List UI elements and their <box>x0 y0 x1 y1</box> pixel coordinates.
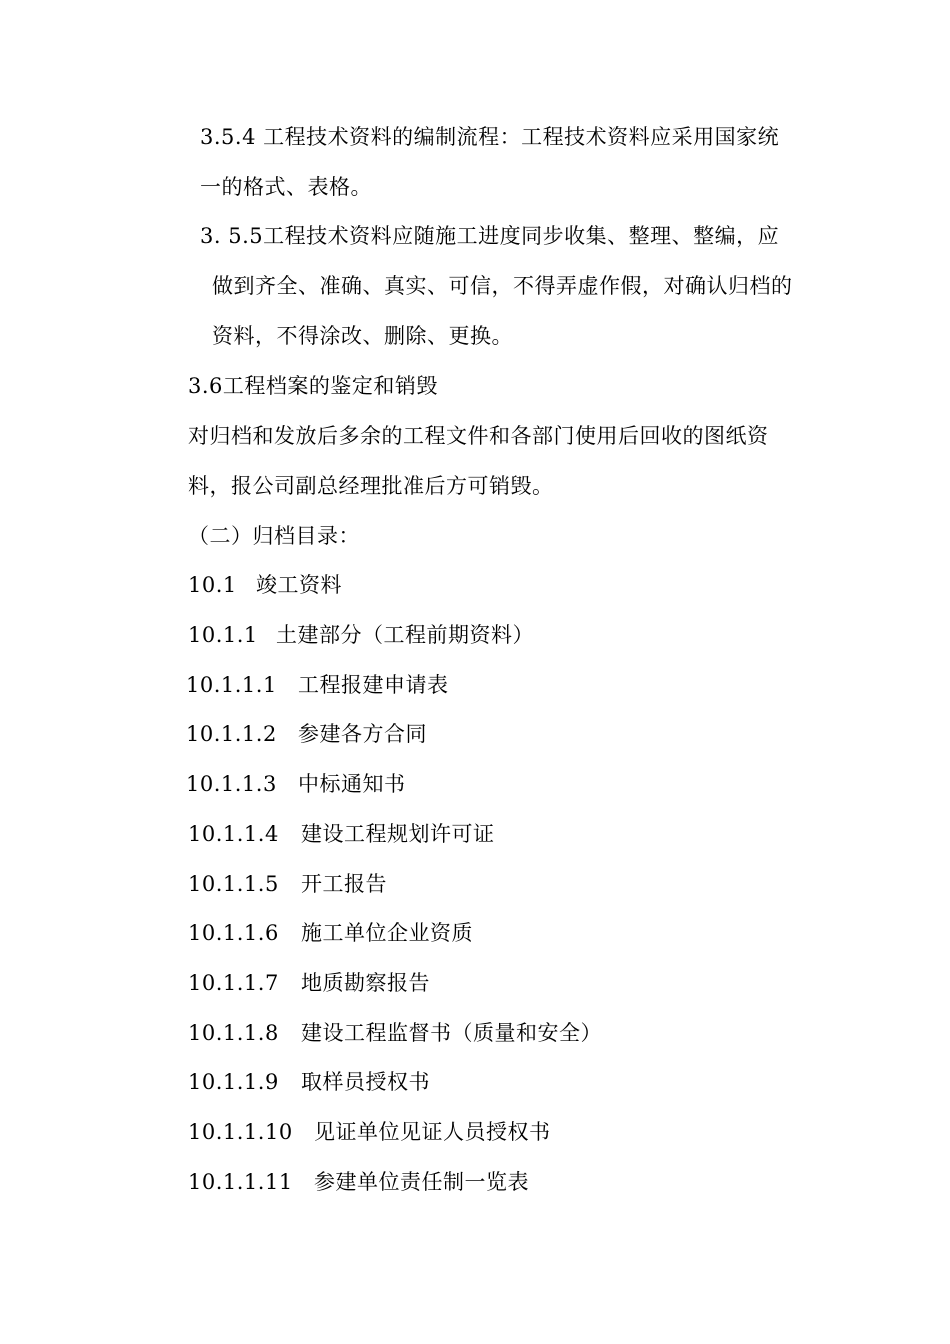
catalog-item-title: 参建各方合同 <box>298 722 427 746</box>
catalog-item-title: 见证单位见证人员授权书 <box>314 1120 551 1144</box>
catalog-item <box>188 1068 430 1096</box>
catalog-item-number: 10.1.1.11 <box>188 1170 293 1194</box>
section-3-5-5-line-3: 资料，不得涂改、删除、更换。 <box>212 324 513 348</box>
catalog-item <box>188 1019 602 1047</box>
section-3-6-body-line-1: 对归档和发放后多余的工程文件和各部门使用后回收的图纸资 <box>188 424 769 448</box>
catalog-item <box>186 770 406 798</box>
section-3-5-5-line-1: 3. 5.5工程技术资料应随施工进度同步收集、整理、整编，应 <box>200 224 780 248</box>
catalog-item-number: 10.1.1 <box>188 623 258 647</box>
catalog-item-number: 10.1.1.2 <box>186 722 277 746</box>
catalog-item <box>188 870 387 898</box>
archive-catalog-heading: （二）归档目录： <box>188 524 360 548</box>
catalog-item-title: 竣工资料 <box>256 573 342 597</box>
catalog-item-title: 参建单位责任制一览表 <box>314 1170 529 1194</box>
catalog-item-title: 建设工程规划许可证 <box>301 822 495 846</box>
catalog-item <box>186 671 449 699</box>
catalog-item-title: 工程报建申请表 <box>298 673 449 697</box>
section-3-6-body-line-2: 料，报公司副总经理批准后方可销毁。 <box>188 474 554 498</box>
catalog-item <box>188 1168 529 1196</box>
catalog-item-title: 施工单位企业资质 <box>301 921 473 945</box>
catalog-item <box>188 969 430 997</box>
catalog-item-title: 开工报告 <box>301 872 387 896</box>
catalog-item <box>188 1118 551 1146</box>
catalog-item-number: 10.1.1.10 <box>188 1120 293 1144</box>
catalog-item-number: 10.1.1.3 <box>186 772 277 796</box>
catalog-item-title: 建设工程监督书（质量和安全） <box>301 1021 602 1045</box>
catalog-item-number: 10.1.1.9 <box>188 1070 279 1094</box>
catalog-item <box>188 621 534 649</box>
section-3-5-4-line-1: 3.5.4 工程技术资料的编制流程：工程技术资料应采用国家统 <box>200 125 780 149</box>
catalog-item-title: 中标通知书 <box>298 772 406 796</box>
catalog-item-number: 10.1.1.8 <box>188 1021 279 1045</box>
catalog-item-number: 10.1.1.1 <box>186 673 277 697</box>
catalog-item-title: 取样员授权书 <box>301 1070 430 1094</box>
catalog-item-title: 地质勘察报告 <box>301 971 430 995</box>
section-3-6-heading: 3.6工程档案的鉴定和销毁 <box>188 374 438 398</box>
catalog-item-number: 10.1.1.4 <box>188 822 279 846</box>
catalog-item <box>188 919 473 947</box>
catalog-item <box>186 720 427 748</box>
catalog-item <box>188 820 495 848</box>
section-3-5-4-line-2: 一的格式、表格。 <box>200 175 372 199</box>
catalog-item-title: 土建部分（工程前期资料） <box>276 623 534 647</box>
catalog-item-number: 10.1.1.7 <box>188 971 279 995</box>
catalog-item-number: 10.1 <box>188 573 237 597</box>
section-3-5-5-line-2: 做到齐全、准确、真实、可信，不得弄虚作假，对确认归档的 <box>212 274 793 298</box>
catalog-item-number: 10.1.1.5 <box>188 872 279 896</box>
catalog-item <box>188 571 342 599</box>
catalog-item-number: 10.1.1.6 <box>188 921 279 945</box>
